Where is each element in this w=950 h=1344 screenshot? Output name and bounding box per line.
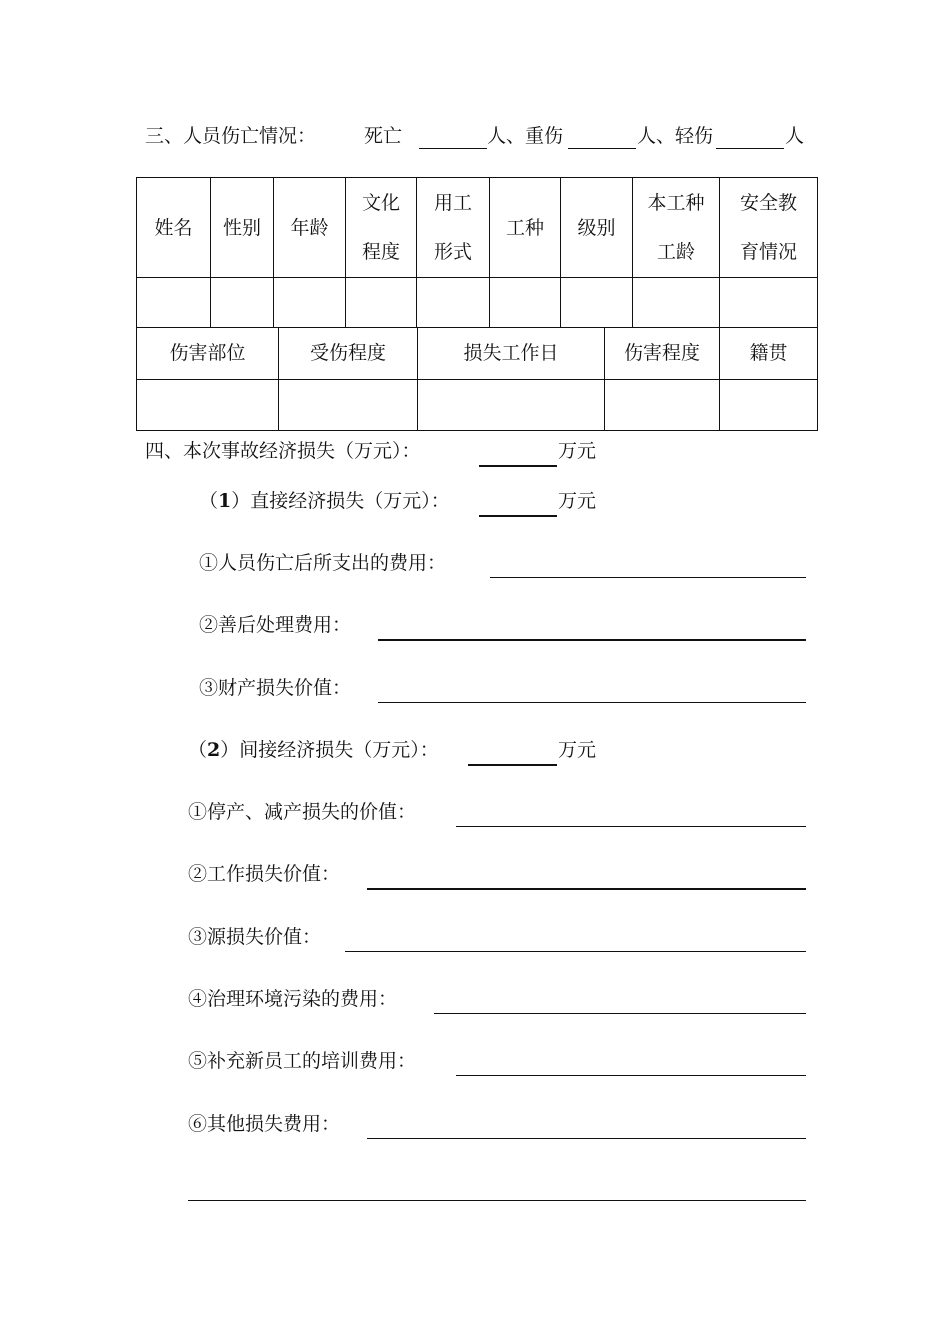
cell-gender[interactable] <box>211 278 274 328</box>
cell-employment-type[interactable] <box>417 278 490 328</box>
minor-injury-label: 人、轻伤 <box>637 125 714 147</box>
table1-data-row <box>137 278 818 328</box>
total-loss-blank[interactable] <box>479 465 557 467</box>
indirect-item-work-loss: ②工作损失价值： <box>188 863 341 885</box>
table2-header-row <box>137 327 818 379</box>
indirect-item-other-cost: ⑥其他损失费用： <box>188 1113 341 1135</box>
casualty-info-table <box>136 177 818 328</box>
minor-injury-count-blank[interactable] <box>716 148 784 149</box>
serious-injury-label: 人、重伤 <box>487 125 564 147</box>
section3-title: 三、人员伤亡情况： <box>145 125 317 147</box>
table2-data-row <box>137 379 818 430</box>
person-unit-label: 人 <box>785 125 805 147</box>
header-injury-site: 伤害部位 <box>137 327 279 379</box>
property-loss-blank[interactable] <box>378 702 806 703</box>
other-cost-blank[interactable] <box>367 1138 806 1139</box>
pollution-cost-blank[interactable] <box>434 1013 806 1014</box>
cell-job-seniority[interactable] <box>633 278 720 328</box>
header-education: 文化 程度 <box>346 178 417 278</box>
indirect-item-training-cost: ⑤补充新员工的培训费用： <box>188 1050 417 1072</box>
header-name: 姓名 <box>137 178 211 278</box>
indirect-loss-heading: （2）间接经济损失（万元）： <box>188 739 439 761</box>
section4-title: 四、本次事故经济损失（万元）： <box>145 440 421 462</box>
cell-native-place[interactable] <box>720 379 818 430</box>
header-employment-type: 用工 形式 <box>417 178 490 278</box>
header-harm-degree: 伤害程度 <box>605 327 720 379</box>
indirect-loss-unit: 万元 <box>558 739 597 761</box>
header-safety-education: 安全教 育情况 <box>720 178 818 278</box>
direct-loss-unit: 万元 <box>558 490 597 512</box>
indirect-item-pollution-cost: ④治理环境污染的费用： <box>188 988 398 1010</box>
table1-header-row <box>137 178 818 278</box>
direct-item-aftermath-expense: ②善后处理费用： <box>199 614 352 636</box>
header-age: 年龄 <box>274 178 346 278</box>
header-injury-severity: 受伤程度 <box>279 327 418 379</box>
indirect-item-resource-loss: ③源损失价值： <box>188 926 322 948</box>
cell-injury-severity[interactable] <box>279 379 418 430</box>
header-gender: 性别 <box>211 178 274 278</box>
direct-item-property-loss: ③财产损失价值： <box>199 677 352 699</box>
indirect-loss-blank[interactable] <box>468 764 557 766</box>
extra-blank-line[interactable] <box>188 1200 806 1201</box>
header-level: 级别 <box>561 178 633 278</box>
total-loss-unit: 万元 <box>558 440 597 462</box>
aftermath-expense-blank[interactable] <box>378 639 806 641</box>
header-job-seniority: 本工种 工龄 <box>633 178 720 278</box>
direct-loss-blank[interactable] <box>479 515 557 517</box>
death-count-blank[interactable] <box>419 148 487 149</box>
death-label: 死亡 <box>364 125 403 147</box>
injury-detail-table <box>136 327 818 431</box>
indirect-item-production-loss: ①停产、减产损失的价值： <box>188 801 417 823</box>
training-cost-blank[interactable] <box>456 1075 806 1076</box>
header-job-type: 工种 <box>490 178 561 278</box>
cell-name[interactable] <box>137 278 211 328</box>
cell-injury-site[interactable] <box>137 379 279 430</box>
resource-loss-blank[interactable] <box>345 951 806 952</box>
cell-education[interactable] <box>346 278 417 328</box>
serious-injury-count-blank[interactable] <box>568 148 636 149</box>
cell-job-type[interactable] <box>490 278 561 328</box>
work-loss-blank[interactable] <box>367 888 806 890</box>
cell-safety-education[interactable] <box>720 278 818 328</box>
cell-lost-workdays[interactable] <box>418 379 605 430</box>
production-loss-blank[interactable] <box>456 826 806 827</box>
casualty-expense-blank[interactable] <box>490 577 806 578</box>
cell-level[interactable] <box>561 278 633 328</box>
direct-item-casualty-expense: ①人员伤亡后所支出的费用： <box>199 552 447 574</box>
header-native-place: 籍贯 <box>720 327 818 379</box>
cell-harm-degree[interactable] <box>605 379 720 430</box>
header-lost-workdays: 损失工作日 <box>418 327 605 379</box>
direct-loss-heading: （1）直接经济损失（万元）： <box>199 490 450 512</box>
cell-age[interactable] <box>274 278 346 328</box>
